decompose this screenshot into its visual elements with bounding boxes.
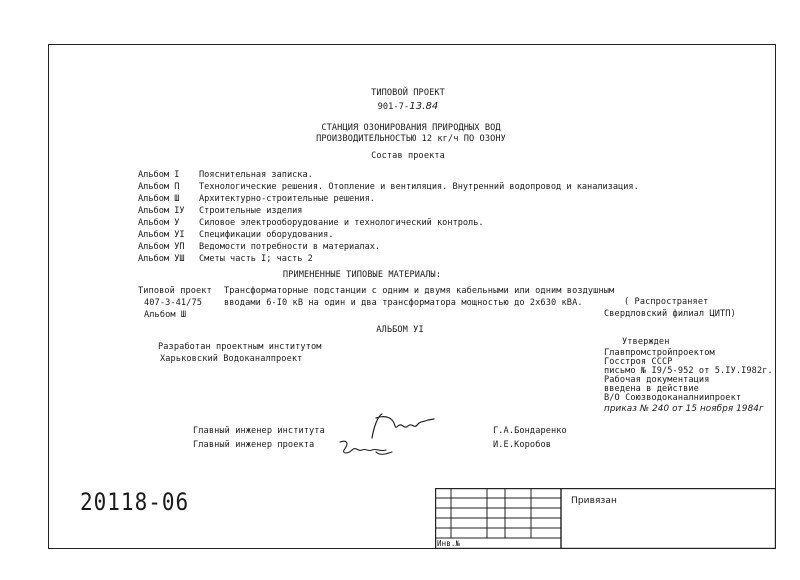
title-line1: СТАНЦИЯ ОЗОНИРОВАНИЯ ПРИРОДНЫХ ВОД	[321, 123, 501, 133]
developer-line2: Харьковский Водоканалпроект	[160, 354, 303, 364]
project-type: ТИПОВОЙ ПРОЕКТ	[371, 88, 445, 98]
chief-institute-name: Г.А.Бондаренко	[493, 426, 567, 436]
album-row: Альбом УI Спецификации оборудования.	[138, 230, 334, 240]
album-row: Альбом П Технологические решения. Отопление и вентиляция. Внутренний водопровод и канализация.	[138, 182, 639, 192]
album-row: Альбом УШ Сметы часть I; часть 2	[138, 254, 313, 264]
approval-line5: Рабочая документация	[604, 375, 710, 385]
developer-line1: Разработан проектным институтом	[158, 342, 322, 352]
chief-project-name: И.Е.Коробов	[493, 440, 552, 450]
applied-ref-label2: 407-3-41/75	[144, 298, 203, 308]
approval-order-handwritten: приказ № 240 от 15 ноября 1984г	[604, 404, 764, 414]
document-number: 20118-06	[80, 488, 190, 516]
approval-line6: введена в действие	[604, 384, 699, 394]
composition-heading: Состав проекта	[371, 151, 445, 161]
inventory-label: Инв.№	[437, 539, 461, 548]
signature-chief-project	[336, 436, 400, 460]
approval-line3: Госстроя СССР	[604, 357, 673, 367]
title-line2: ПРОИЗВОДИТЕЛЬНОСТЬЮ 12 кг/ч ПО ОЗОНУ	[316, 134, 506, 144]
title-block-stamp	[435, 488, 776, 549]
bound-label: Привязан	[571, 496, 618, 506]
project-number-handwritten: 13.84	[409, 101, 439, 112]
album-row: Альбом Ш Архитектурно-строительные решения.	[138, 194, 375, 204]
album-title: АЛЬБОМ УI	[376, 325, 424, 335]
album-row: Альбом I Пояснительная записка.	[138, 170, 313, 180]
applied-desc-line2: вводами 6-I0 кВ на один и два трансформатора мощностью до 2х630 кВА.	[224, 298, 583, 308]
chief-project-label: Главный инженер проекта	[193, 440, 315, 450]
applied-materials-heading: ПРИМЕНЕННЫЕ ТИПОВЫЕ МАТЕРИАЛЫ:	[282, 270, 442, 280]
album-row: Альбом УП Ведомости потребности в материалах.	[138, 242, 381, 252]
applied-ref-label1: Типовой проект	[138, 286, 212, 296]
applied-desc-line1: Трансформаторные подстанции с одним и двумя кабельными или одним воздушным	[224, 286, 615, 296]
approval-line4: письмо № I9/5-952 от 5.IУ.I982г.	[604, 366, 773, 376]
approval-line2: Главпромстройпроектом	[604, 348, 715, 358]
distributor-line1: ( Распространяет	[624, 297, 709, 307]
chief-institute-label: Главный инженер института	[193, 426, 325, 436]
applied-ref-label3: Альбом Ш	[144, 310, 187, 320]
project-number	[378, 101, 439, 112]
album-row: Альбом IУ Строительные изделия	[138, 206, 303, 216]
album-row: Альбом У Силовое электрооборудование и технологический контроль.	[138, 218, 484, 228]
project-number-prefix: 901-7-	[377, 102, 410, 112]
approval-line1: Утвержден	[622, 337, 670, 347]
approval-line7: В/О Союзводоканалниипроект	[604, 393, 742, 403]
distributor-line2: Свердловский филиал ЦИТП)	[604, 309, 736, 319]
